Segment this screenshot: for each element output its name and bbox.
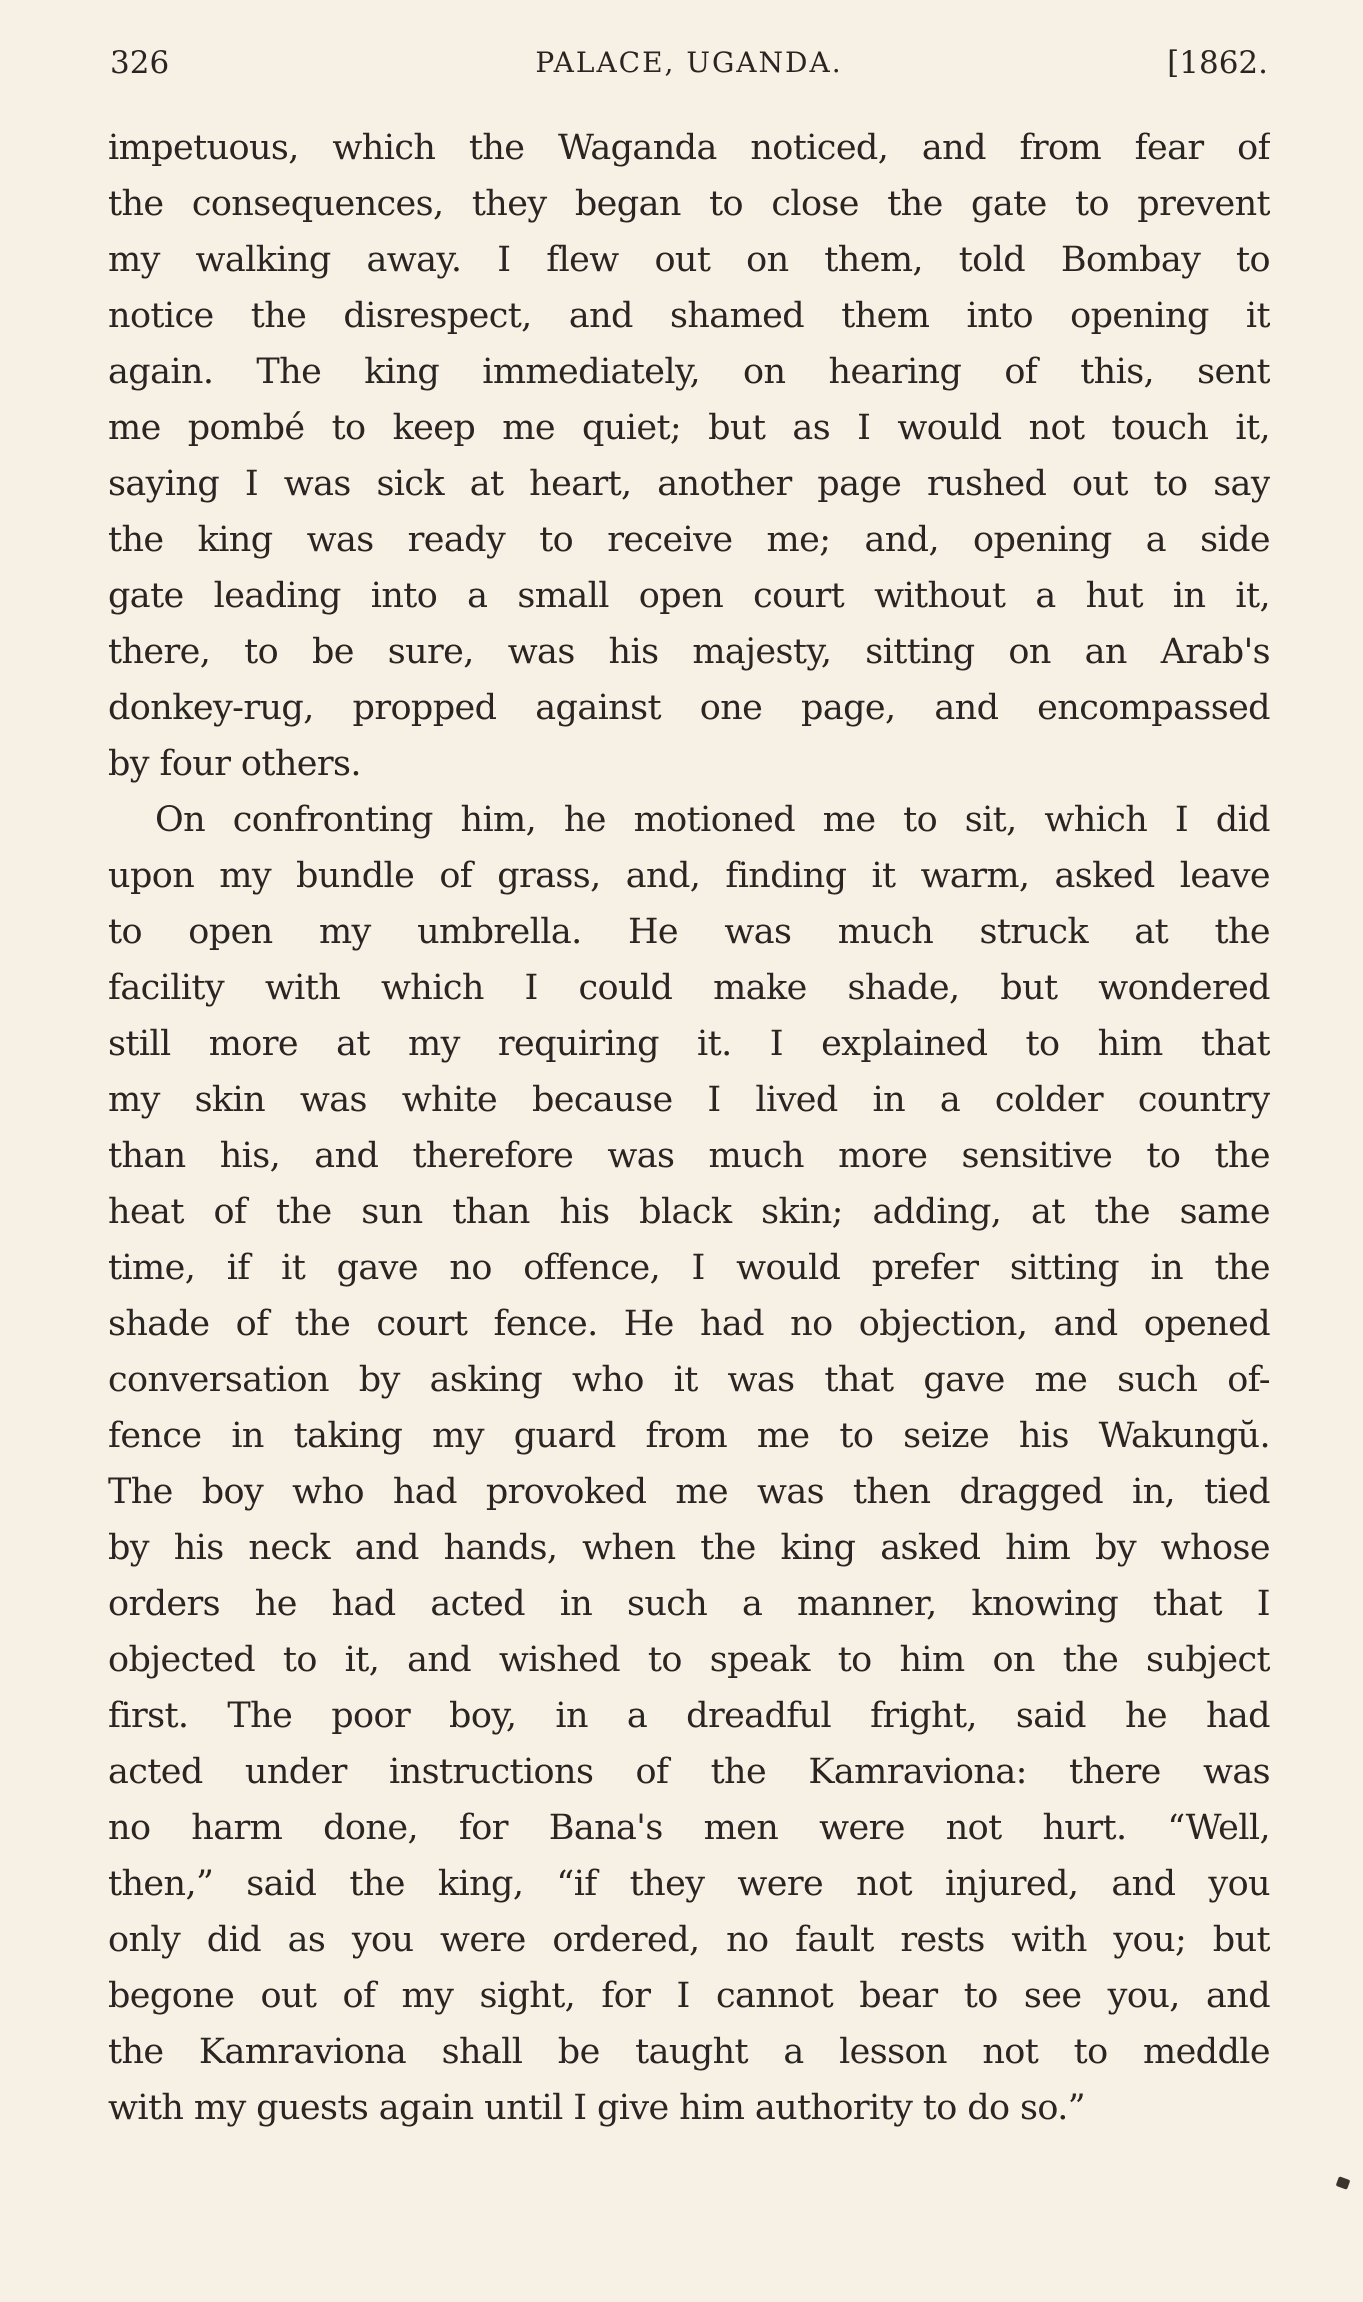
text-line: time, if it gave no offence, I would prefer sitting in the [108,1248,1270,1288]
text-line: acted under instructions of the Kamraviona: there was [108,1752,1270,1792]
text-line: gate leading into a small open court without a hut in it, [108,576,1270,616]
text-line: orders he had acted in such a manner, knowing that I [108,1584,1270,1624]
text-line: with my guests again until I give him authority to do so.” [108,2088,1086,2128]
paragraph [108,120,1270,792]
text-line: fence in taking my guard from me to seize his Wakungŭ. [108,1416,1270,1456]
running-head [110,38,1268,88]
text-line: still more at my requiring it. I explained to him that [108,1024,1270,1064]
text-line: me pombé to keep me quiet; but as I would not touch it, [108,408,1270,448]
header-year: [1862. [1167,45,1268,81]
text-line: my walking away. I flew out on them, told Bombay to [108,240,1270,280]
page-number: 326 [110,45,170,81]
header-title: PALACE, UGANDA. [535,46,843,79]
body-text [108,120,1270,2136]
text-line: no harm done, for Bana's men were not hurt. “Well, [108,1808,1270,1848]
text-line: by four others. [108,744,361,784]
text-line: only did as you were ordered, no fault rests with you; but [108,1920,1270,1960]
text-line: heat of the sun than his black skin; adding, at the same [108,1192,1270,1232]
text-line: notice the disrespect, and shamed them into opening it [108,296,1270,336]
text-line: On confronting him, he motioned me to sit, which I did [155,800,1270,840]
text-line: by his neck and hands, when the king asked him by whose [108,1528,1270,1568]
text-line: the king was ready to receive me; and, opening a side [108,520,1270,560]
text-line: saying I was sick at heart, another page rushed out to say [108,464,1270,504]
text-line: first. The poor boy, in a dreadful fright, said he had [108,1696,1270,1736]
text-line: begone out of my sight, for I cannot bear to see you, and [108,1976,1270,2016]
text-line: facility with which I could make shade, but wondered [108,968,1270,1008]
text-line: donkey-rug, propped against one page, and encompassed [108,688,1270,728]
text-line: there, to be sure, was his majesty, sitting on an Arab's [108,632,1270,672]
paragraph [108,792,1270,2136]
text-line: The boy who had provoked me was then dragged in, tied [108,1472,1270,1512]
text-line: shade of the court fence. He had no objection, and opened [108,1304,1270,1344]
text-line: then,” said the king, “if they were not injured, and you [108,1864,1270,1904]
text-line: the consequences, they began to close the gate to prevent [108,184,1270,224]
text-line: again. The king immediately, on hearing of this, sent [108,352,1270,392]
text-line: upon my bundle of grass, and, finding it warm, asked leave [108,856,1270,896]
text-line: conversation by asking who it was that gave me such of- [108,1360,1270,1400]
text-line: the Kamraviona shall be taught a lesson not to meddle [108,2032,1270,2072]
text-line: objected to it, and wished to speak to him on the subject [108,1640,1270,1680]
text-line: my skin was white because I lived in a colder country [108,1080,1270,1120]
ink-mark [1336,2176,1351,2190]
text-line: than his, and therefore was much more sensitive to the [108,1136,1270,1176]
text-line: to open my umbrella. He was much struck at the [108,912,1270,952]
text-line: impetuous, which the Waganda noticed, and from fear of [108,128,1270,168]
